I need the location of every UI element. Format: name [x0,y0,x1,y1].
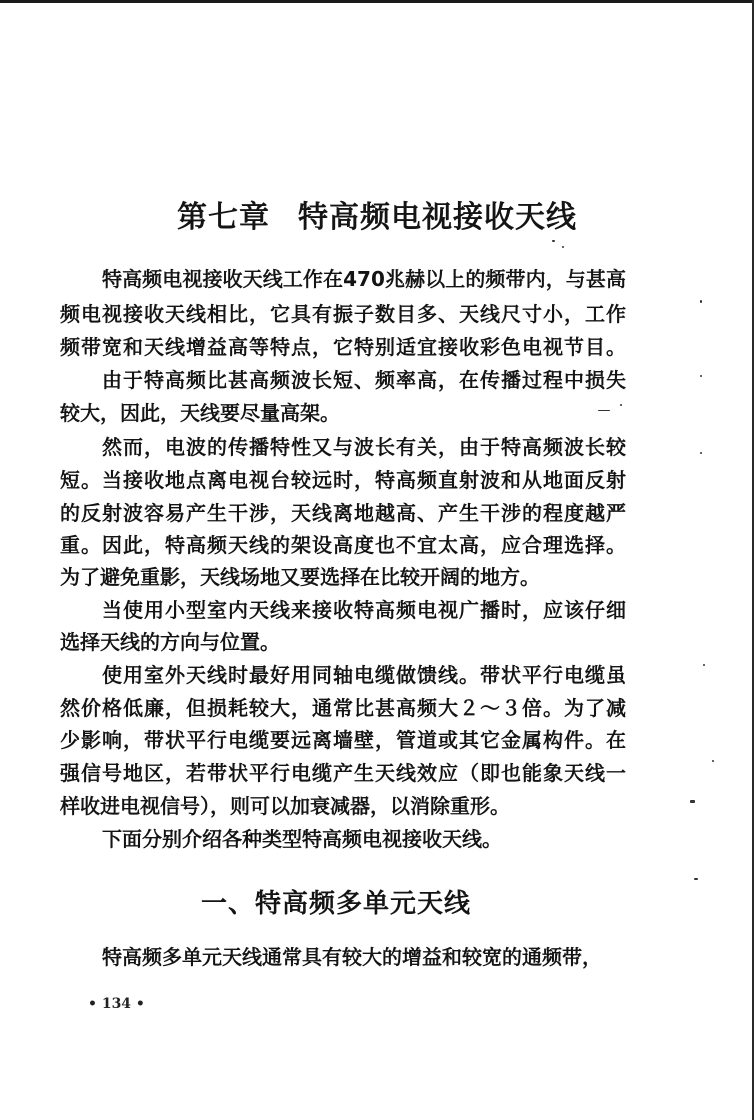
chapter-name: 特高频电视接收天线 [298,200,577,235]
section-heading: 一、特高频多单元天线 [200,889,471,919]
page-number: • 134 • [88,996,145,1012]
text-line: 为了避免重影，天线场地又要选择在比较开阔的地方。 [60,565,540,589]
scan-speck [700,300,702,303]
scan-speck [700,452,702,454]
chapter-number: 第七章 [177,200,270,235]
text-line: 使用室外天线时最好用同轴电缆做馈线。带状平行电缆虽 [102,663,626,687]
text-line: 频电视接收天线相比，它具有振子数目多、天线尺寸小，工作 [60,302,626,326]
scan-speck [552,240,555,242]
text-line: 强信号地区，若带状平行电缆产生天线效应（即也能象天线一 [60,761,626,785]
text-line: 下面分别介绍各种类型特高频电视接收天线。 [102,827,502,851]
text-line: 较大，因此，天线要尽量高架。 [60,401,340,425]
scan-speck [562,246,564,248]
scan-speck [694,878,698,880]
text-line: 重。因此，特高频天线的架设高度也不宜太高，应合理选择。 [60,533,626,557]
text-line: 少影响，带状平行电缆要远离墙壁，管道或其它金属构件。在 [60,728,626,752]
text-line: 频带宽和天线增益高等特点，它特别适宜接收彩色电视节目。 [60,335,626,359]
text-line: 特高频多单元天线通常具有较大的增益和较宽的通频带， [102,945,602,969]
text-line: 短。当接收地点离电视台较远时，特高频直射波和从地面反射 [60,468,626,492]
text-line: 特高频电视接收天线工作在470兆赫以上的频带内，与甚高 [102,267,626,291]
text-line: 然价格低廉，但损耗较大，通常比甚高频大２～３倍。为了减 [60,696,626,720]
text-line: 由于特高频比甚高频波长短、频率高，在传播过程中损失 [102,368,626,392]
scan-speck [700,375,702,377]
chapter-title [0,192,754,236]
text-line: 的反射波容易产生干涉，天线离地越高、产生干涉的程度越严 [60,501,626,525]
text-line: 然而，电波的传播特性又与波长有关，由于特高频波长较 [102,435,626,459]
text-line: 当使用小型室内天线来接收特高频电视广播时，应该仔细 [102,598,626,622]
top-border [0,0,754,3]
text-line: 选择天线的方向与位置。 [60,630,280,654]
scan-speck [690,800,695,803]
scan-speck [712,760,714,762]
text-line: 样收进电视信号），则可以加衰减器，以消除重形。 [60,794,510,818]
scan-speck [703,664,705,666]
